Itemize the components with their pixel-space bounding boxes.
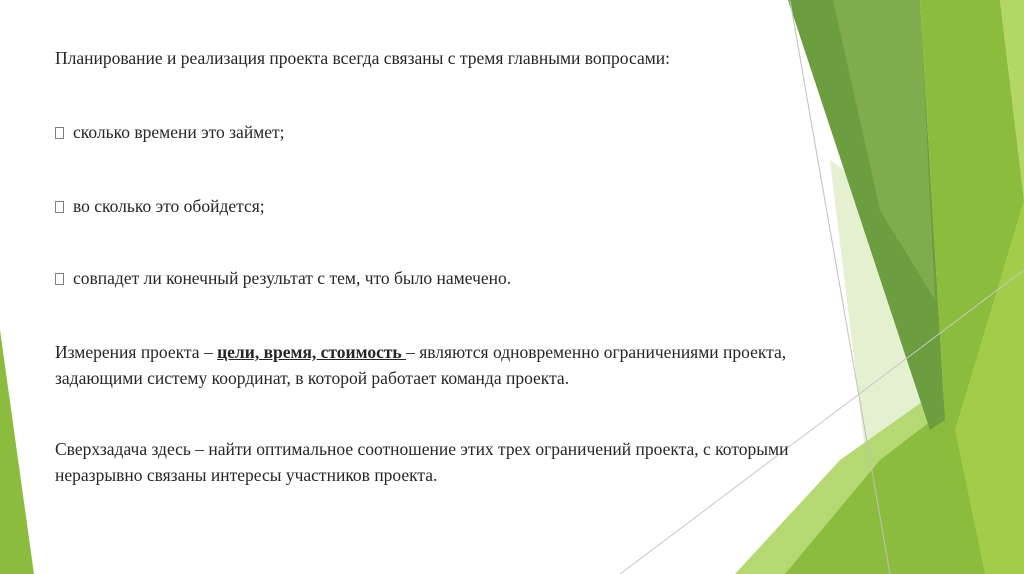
- dimensions-emphasis: цели, время, стоимость: [217, 342, 407, 362]
- dimensions-after: – являются одновременно ограничениями проекта,: [406, 342, 787, 362]
- checkbox-bullet-icon: [55, 127, 64, 139]
- checkbox-bullet-icon: [55, 273, 64, 285]
- intro-text: [55, 45, 955, 71]
- supertask-paragraph: [55, 436, 955, 488]
- question-item: [55, 193, 955, 219]
- question-text: совпадет ли конечный результат с тем, что было намечено.: [73, 268, 512, 288]
- question-item: [55, 119, 955, 145]
- dimensions-line2: задающими систему координат, в которой работает команда проекта.: [55, 368, 570, 388]
- supertask-line2: неразрывно связаны интересы участников проекта.: [55, 465, 438, 485]
- question-item: [55, 265, 955, 291]
- question-text: сколько времени это займет;: [73, 122, 285, 142]
- left-green-strip: [0, 330, 34, 574]
- intro-label: Планирование и реализация проекта всегда связаны с тремя главными вопросами:: [55, 48, 671, 68]
- dimensions-paragraph: [55, 339, 955, 391]
- dimensions-before: Измерения проекта –: [55, 342, 218, 362]
- supertask-line1: Сверхзадача здесь – найти оптимальное соотношение этих трех ограничений проекта, с которыми: [55, 439, 789, 459]
- question-text: во сколько это обойдется;: [73, 196, 265, 216]
- checkbox-bullet-icon: [55, 201, 64, 213]
